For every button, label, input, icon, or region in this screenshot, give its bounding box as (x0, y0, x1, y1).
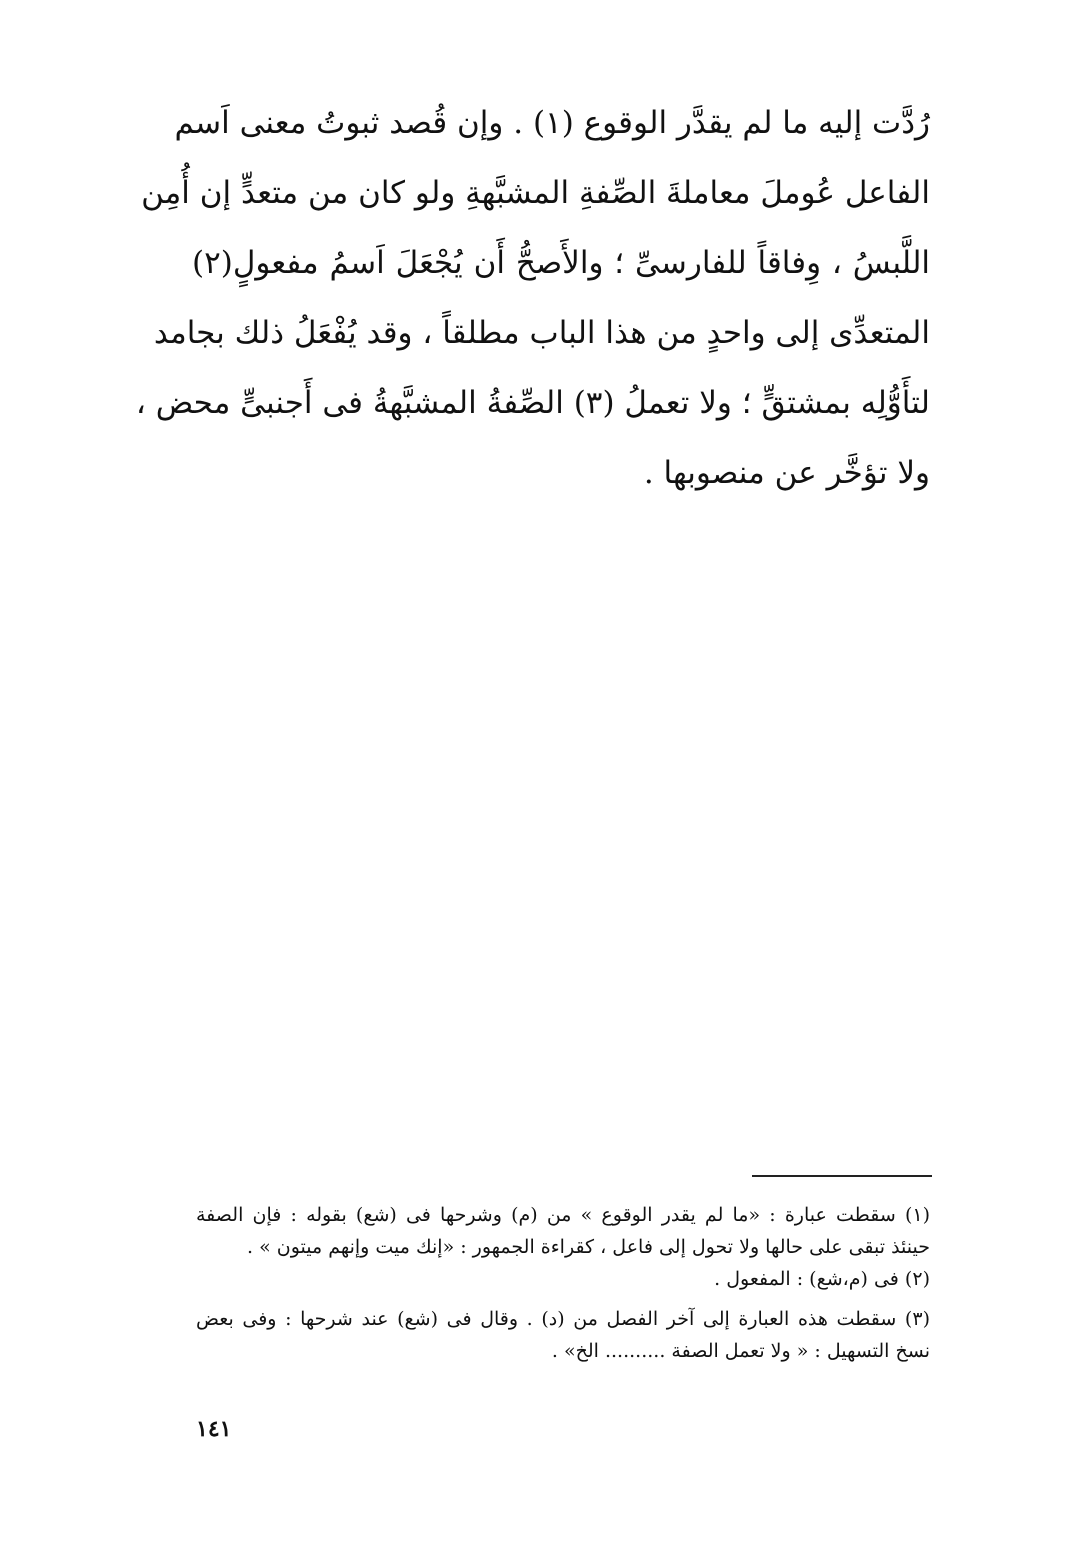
main-text-line: ولا تؤخَّر عن منصوبها . (643, 455, 930, 491)
footnote-3 (196, 1303, 930, 1367)
footnote-line: (٣) سقطت هذه العبارة إلى آخر الفصل من (د) . وقال فى (شع) عند شرحها : وفى بعض (196, 1308, 930, 1330)
footnote-2 (196, 1263, 930, 1295)
main-text-line: لتأَوُّلِه بمشتقٍّ ؛ ولا تعملُ (٣) الصِّفةُ المشبَّهةُ فى أَجنبىٍّ محض ، (135, 385, 930, 421)
page-number: ١٤١ (196, 1416, 232, 1442)
footnote-spacer (196, 1295, 930, 1303)
footnote-line: (١) سقطت عبارة : «ما لم يقدر الوقوع » من (م) وشرحها فى (شع) بقوله : فإن الصفة (196, 1204, 930, 1226)
footnote-1 (196, 1199, 930, 1263)
footnote-separator-rule (752, 1175, 932, 1177)
footnote-line: (٢) فى (م،شع) : المفعول . (714, 1268, 930, 1290)
main-text-line: المتعدِّى إلى واحدٍ من هذا الباب مطلقاً ، وقد يُفْعَلُ ذلك بجامد (153, 315, 930, 351)
footnote-line: حينئذ تبقى على حالها ولا تحول إلى فاعل ، كقراءة الجمهور : «إنك ميت وإنهم ميتون » . (247, 1236, 930, 1258)
main-text-line: الفاعل عُوملَ معاملةَ الصِّفةِ المشبَّهةِ ولو كان من متعدٍّ إن أُمِن (141, 175, 930, 211)
main-text-line: اللَّبسُ ، وِفاقاً للفارسىِّ ؛ والأَصحُّ أَن يُجْعَلَ اَسمُ مفعولٍ(٢) (192, 245, 930, 281)
main-text-line: رُدَّت إليه ما لم يقدَّر الوقوع (١) . وإن قُصد ثبوتُ معنى اَسم (174, 105, 930, 141)
main-text-block (135, 88, 930, 508)
footnotes-block (196, 1199, 930, 1367)
footnote-line: نسخ التسهيل : « ولا تعمل الصفة .......... الخ» . (551, 1340, 930, 1362)
